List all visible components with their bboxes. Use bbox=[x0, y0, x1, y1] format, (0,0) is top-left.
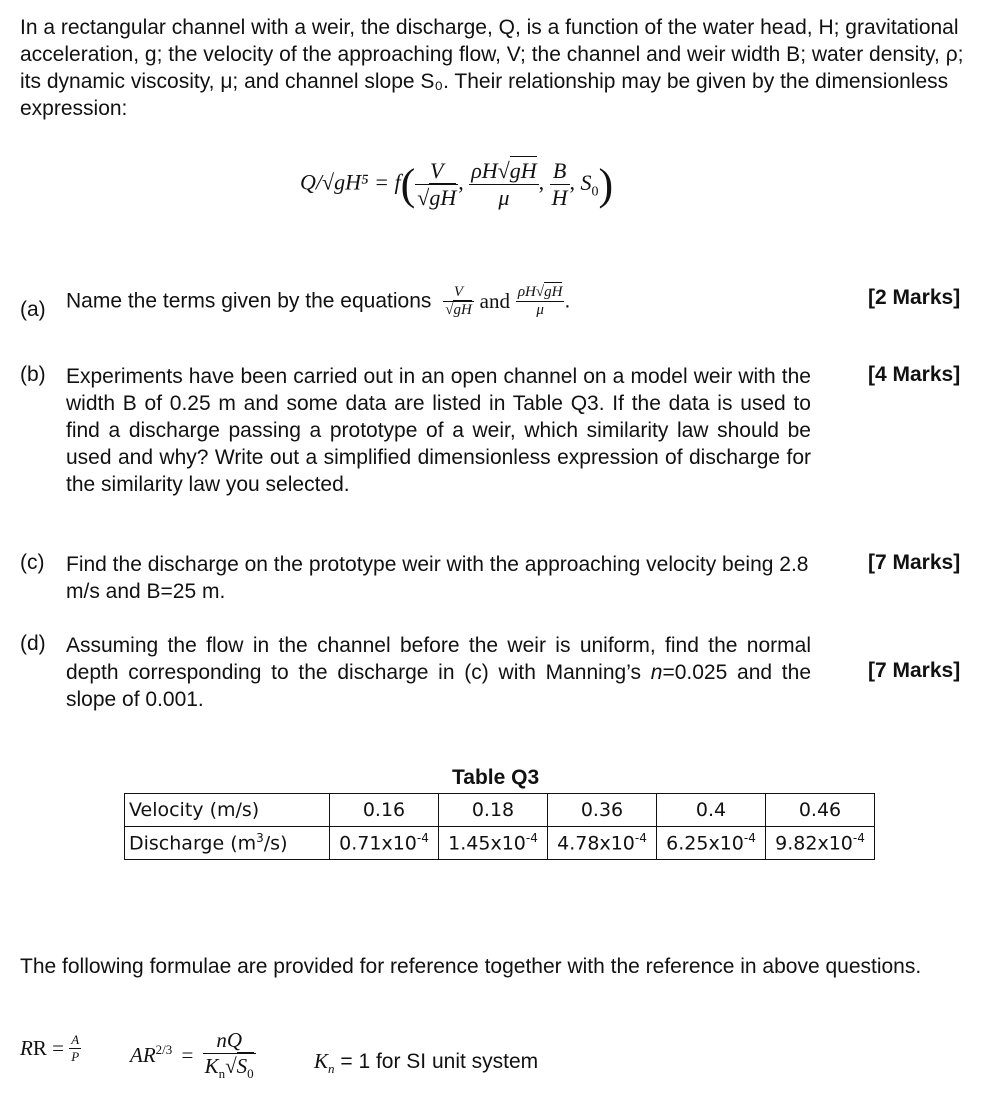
question-d-marks: [7 Marks] bbox=[868, 659, 961, 682]
velocity-cell: 0.46 bbox=[766, 794, 875, 827]
question-d-text: Assuming the flow in the channel before the weir is uniform, find the normal depth corresponding to the discharge in (c) with Manning’s n=0.025 and the slope of 0.001. bbox=[66, 634, 811, 711]
row-label-discharge: Discharge $(m^3/s)$ bbox=[125, 827, 330, 860]
question-a-text: Name the terms given by the equations bbox=[66, 289, 432, 313]
velocity-cell: 0.16 bbox=[330, 794, 439, 827]
discharge-cell: $9.82x10^{-4}$ bbox=[766, 827, 875, 860]
dimensionless-equation: Q/√gH⁵ = f( $\frac{V}{√gH}$ , $\frac{\rho H√gH}{\mu}$ , $\frac{B}{H}$ , $S_0$) bbox=[300, 158, 614, 210]
question-c-marks: [7 Marks] bbox=[868, 551, 961, 574]
discharge-cell: $4.78x10^{-4}$ bbox=[548, 827, 657, 860]
velocity-cell: 0.18 bbox=[439, 794, 548, 827]
row-label-velocity: Velocity (m/s) bbox=[125, 794, 330, 827]
table-row-discharge bbox=[125, 827, 875, 860]
term-width-ratio: $\frac{B}{H}$ bbox=[551, 158, 568, 210]
discharge-cell: $0.71x10^{-4}$ bbox=[330, 827, 439, 860]
term-reynolds: $\frac{\rho H√gH}{\mu}$ bbox=[471, 158, 537, 210]
term-froude: $\frac{V}{√gH}$ bbox=[417, 158, 457, 210]
formula-hydraulic-radius: RR = $\frac{A}{P}$ bbox=[20, 1032, 80, 1064]
formula-manning: $AR^{2/3}$ = $\frac{nQ}{K_n√S_0}$ bbox=[130, 1028, 254, 1082]
discharge-cell: $6.25x10^{-4}$ bbox=[657, 827, 766, 860]
discharge-cell: $1.45x10^{-4}$ bbox=[439, 827, 548, 860]
intro-paragraph: In a rectangular channel with a weir, the discharge, Q, is a function of the water head, H; gravitational acceleration, g; the velocity of the approaching flow, V; the channel and weir width B; water density, ρ; its dynamic viscosity, μ; and channel slope S₀. Their relationship may be given by the dimensionless expression: bbox=[20, 16, 964, 120]
and-word: and bbox=[479, 289, 510, 313]
formula-kn-note: $K_n = 1$ for SI unit system bbox=[314, 1049, 539, 1077]
froude-term: $\frac{V}{√gH}$ bbox=[445, 284, 472, 318]
question-c-text: Find the discharge on the prototype weir with the approaching velocity being 2.8 m/s and B=25 m. bbox=[66, 553, 809, 603]
question-a-label: (a) bbox=[20, 298, 46, 321]
equation-lhs: Q/√gH⁵ = f bbox=[300, 169, 401, 195]
formulae-intro: The following formulae are provided for reference together with the reference in above questions. bbox=[20, 955, 922, 978]
velocity-cell: 0.4 bbox=[657, 794, 766, 827]
table-q3 bbox=[124, 793, 875, 860]
velocity-cell: 0.36 bbox=[548, 794, 657, 827]
table-title: Table Q3 bbox=[452, 766, 540, 789]
question-a-marks: [2 Marks] bbox=[868, 286, 961, 309]
question-b-label: (b) bbox=[20, 363, 46, 386]
question-b-text: Experiments have been carried out in an open channel on a model weir with the width B of 0.25 m and some data are listed in Table Q3. If the data is used to find a discharge passing a prototype of a weir, which similarity law should be used and why? Write out a simplified dimensionless expression of discharge for the similarity law you selected. bbox=[66, 365, 811, 496]
question-b-marks: [4 Marks] bbox=[868, 363, 961, 386]
question-c-label: (c) bbox=[20, 551, 45, 574]
term-slope: $S_0$ bbox=[580, 169, 599, 199]
reynolds-term: $\frac{\rho H√gH}{\mu}$ bbox=[517, 284, 563, 318]
question-d-label: (d) bbox=[20, 632, 46, 655]
table-row-velocity bbox=[125, 794, 875, 827]
question-a: Name the terms given by the equations $\frac{V}{√gH}$ and $\frac{\rho H√gH}{\mu}$ . bbox=[66, 284, 571, 318]
